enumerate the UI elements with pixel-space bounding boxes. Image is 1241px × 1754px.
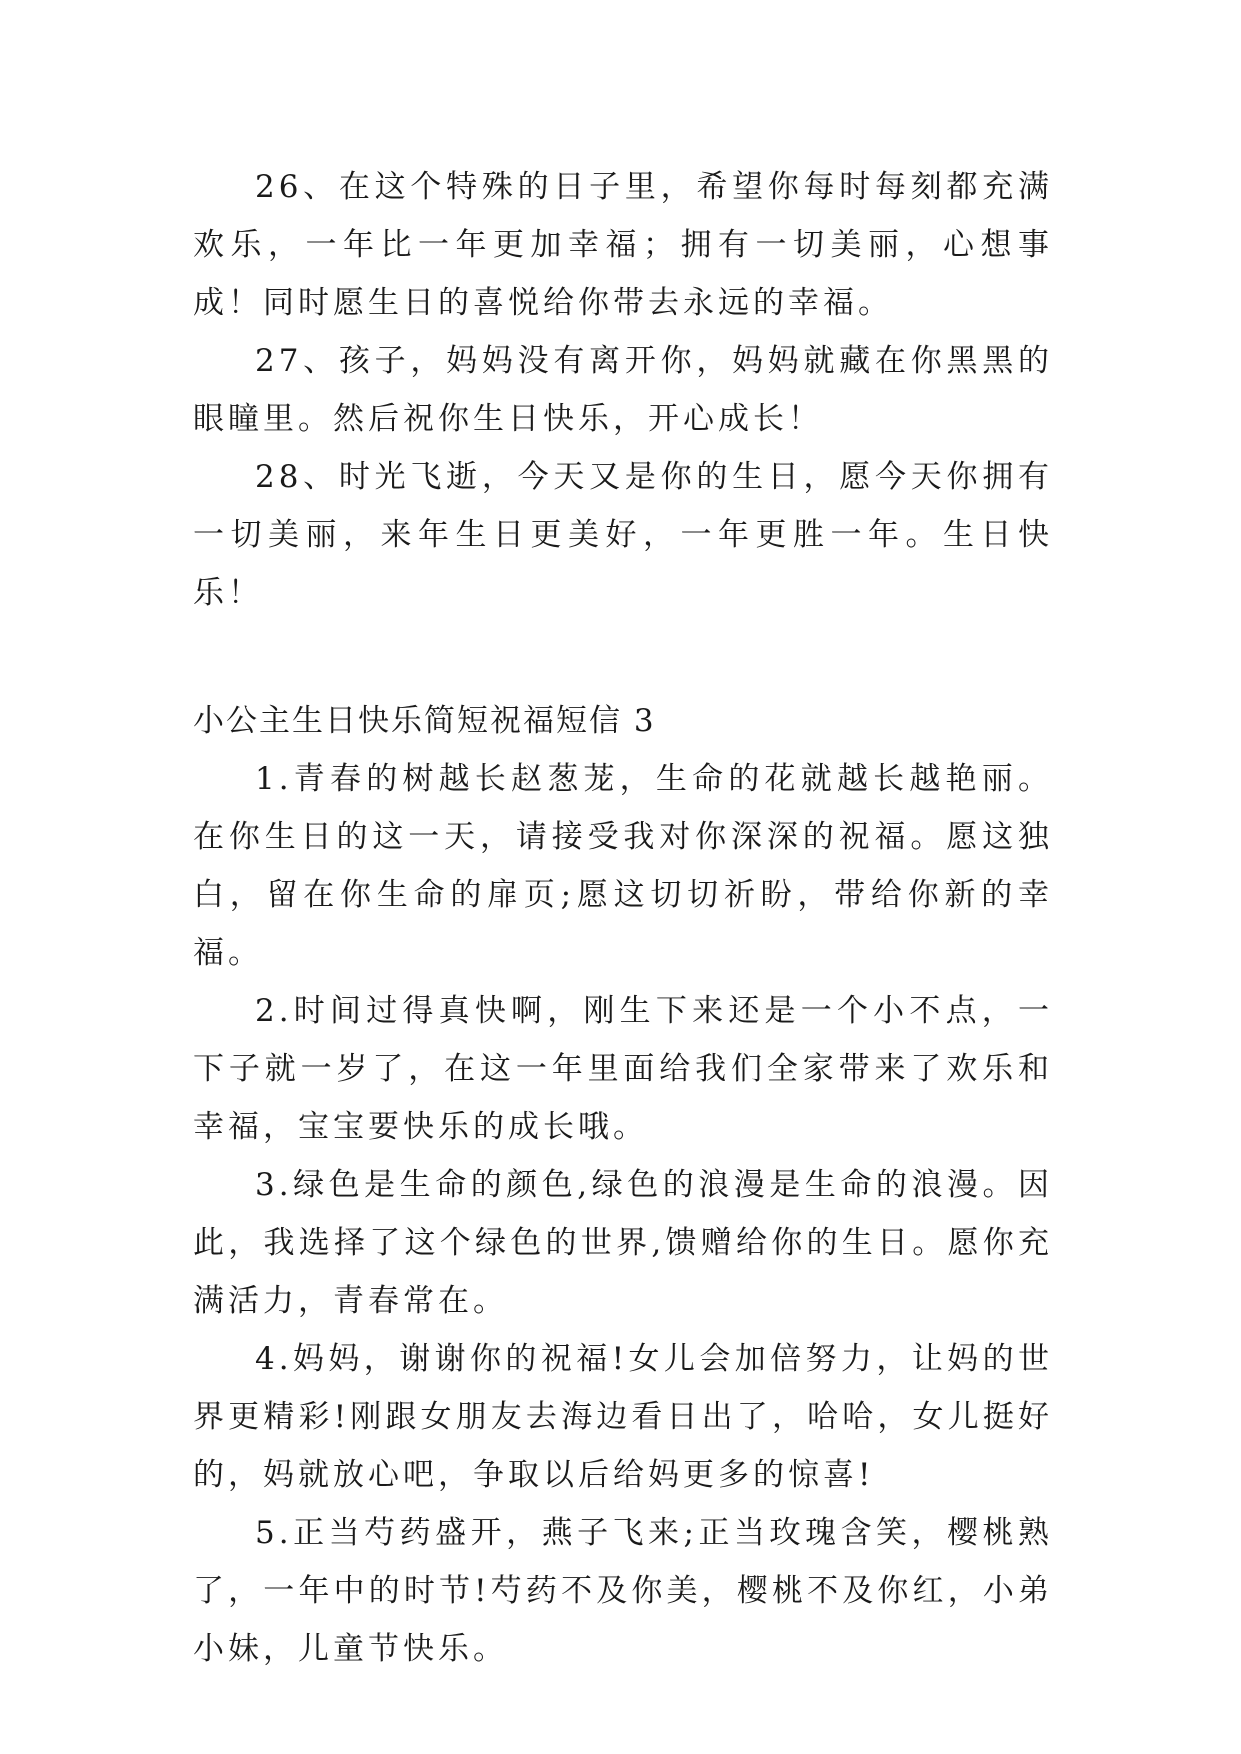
paragraph-3: 3.绿色是生命的颜色,绿色的浪漫是生命的浪漫。因此，我选择了这个绿色的世界,馈赠给你的生日。愿你充满活力，青春常在。	[193, 1167, 1053, 1319]
section-spacer	[193, 622, 1053, 692]
paragraph-26: 26、在这个特殊的日子里，希望你每时每刻都充满欢乐，一年比一年更加幸福；拥有一切美丽，心想事成！同时愿生日的喜悦给你带去永远的幸福。	[193, 169, 1053, 321]
paragraph-5: 5.正当芍药盛开，燕子飞来;正当玫瑰含笑，樱桃熟了，一年中的时节!芍药不及你美，樱桃不及你红，小弟小妹，儿童节快乐。	[193, 1515, 1053, 1667]
paragraph-28: 28、时光飞逝，今天又是你的生日，愿今天你拥有一切美丽，来年生日更美好，一年更胜一年。生日快乐！	[193, 459, 1053, 611]
paragraph-2: 2.时间过得真快啊，刚生下来还是一个小不点，一下子就一岁了，在这一年里面给我们全家带来了欢乐和幸福，宝宝要快乐的成长哦。	[193, 993, 1053, 1145]
paragraph-4: 4.妈妈，谢谢你的祝福!女儿会加倍努力，让妈的世界更精彩!刚跟女朋友去海边看日出了，哈哈，女儿挺好的，妈就放心吧，争取以后给妈更多的惊喜!	[193, 1341, 1053, 1493]
section-heading: 小公主生日快乐简短祝福短信 3	[193, 703, 656, 739]
paragraph-1: 1.青春的树越长赵葱茏，生命的花就越长越艳丽。在你生日的这一天，请接受我对你深深的祝福。愿这独白，留在你生命的扉页;愿这切切祈盼，带给你新的幸福。	[193, 761, 1053, 971]
document-body	[193, 158, 1053, 1678]
paragraph-27: 27、孩子，妈妈没有离开你，妈妈就藏在你黑黑的眼瞳里。然后祝你生日快乐，开心成长！	[193, 343, 1053, 437]
